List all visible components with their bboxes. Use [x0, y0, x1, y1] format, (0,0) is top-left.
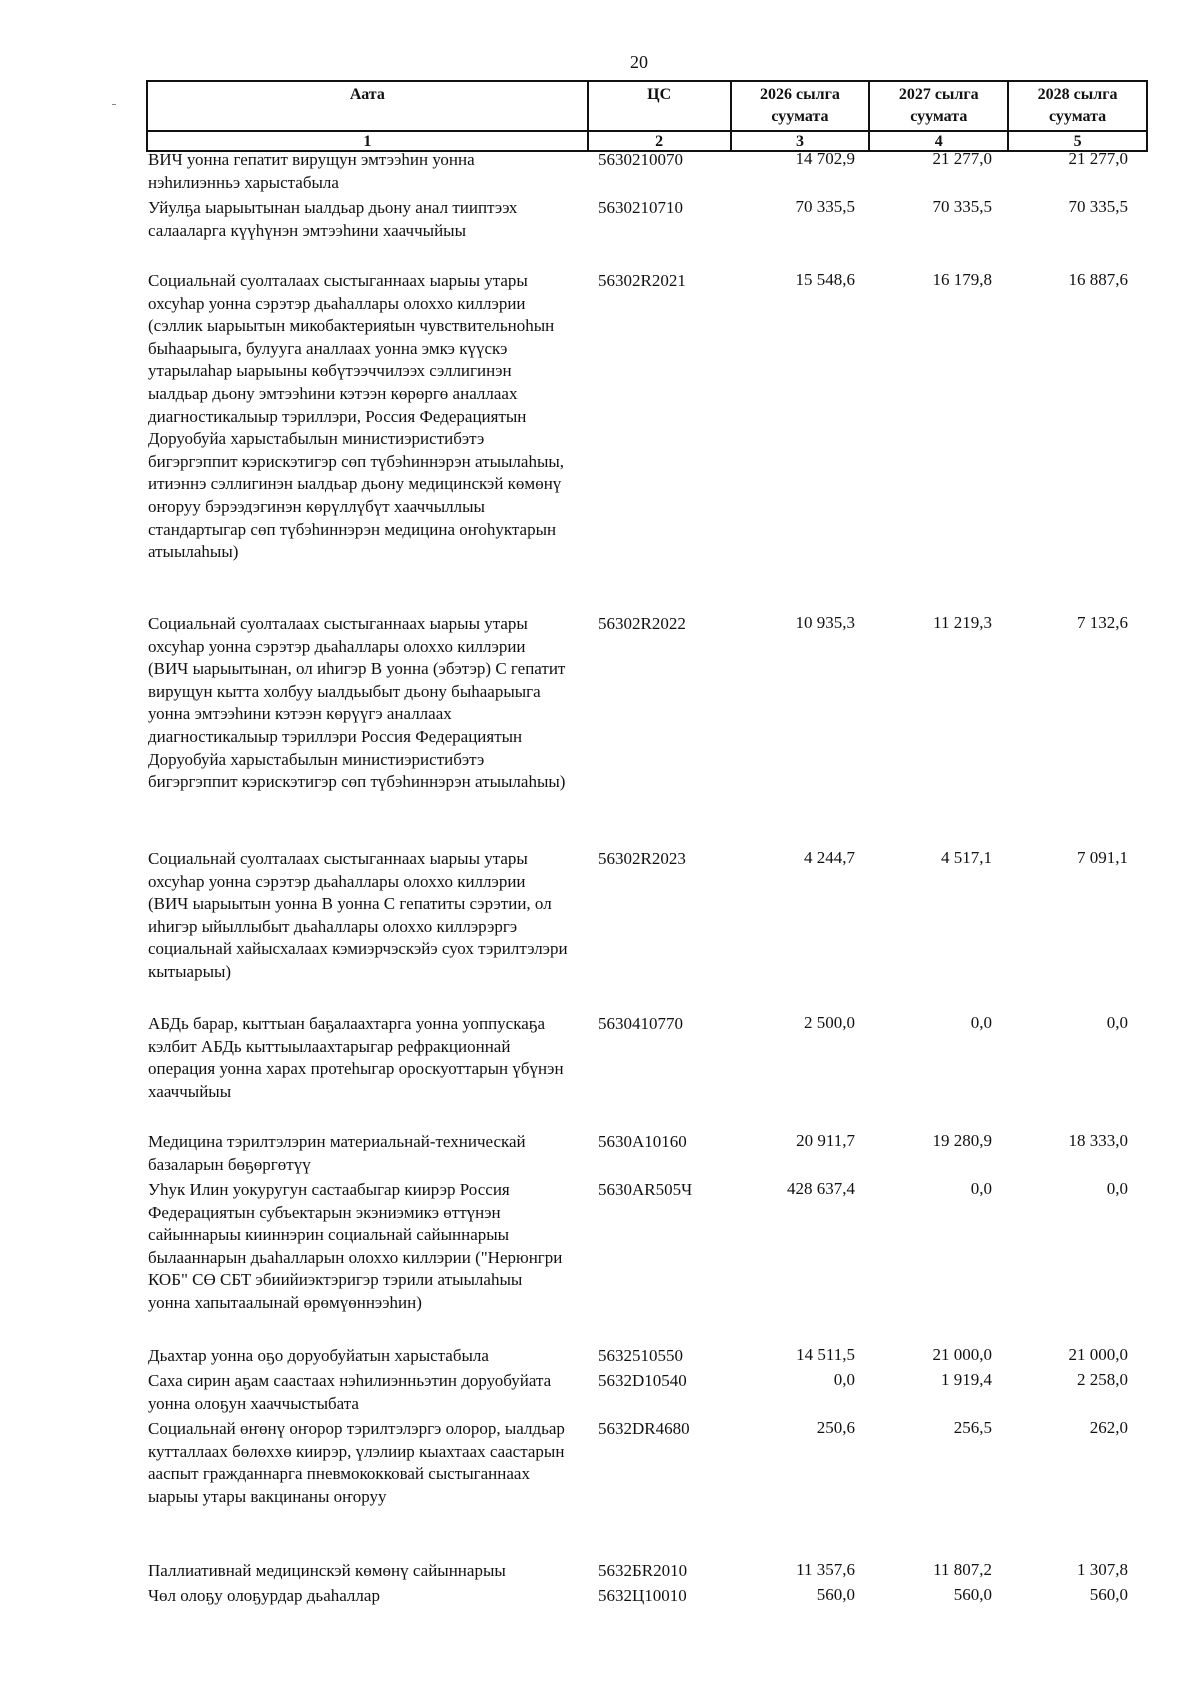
row-name: Социальнай суолталаах сыстыганнаах ыарыы утары охсуһар уонна сэрэтэр дьаһаллары олоххо киллэрии (ВИЧ ыарыытын уонна В уонна С гепатиты сэрэтии, ол иһигэр ыйыллыбыт дьаһаллары олоххо киллэрэргэ социальнай хайысхалаах кэмиэрчэскэйэ суох тэрилтэлэри кытыарыы)	[148, 849, 568, 981]
value-2028: 560,0	[1089, 1585, 1128, 1604]
value-2026: 2 500,0	[804, 1013, 855, 1032]
value-2028: 16 887,6	[1068, 270, 1128, 289]
row-code: 56302R2022	[598, 614, 686, 633]
row-name: Социальнай суолталаах сыстыганнаах ыарыы утары охсуһар уонна сэрэтэр дьаһаллары олоххо киллэрии (сэллик ыарыытын микобактерияtын чувствительноһын быһаарыыга, булууга аналлаах уонна эмкэ күүскэ утарылаһар ыарыыны көбүтээччилээх сэллигинэн ыалдьар дьону эмтээһини кэтээн көрөргө аналлаах диагностикалыыр тэриллэри, Россия Федерациятын Доруобуйа харыстабылын министиэристибэтэ бигэргэппит кэрискэтигэр сөп түбэһиннэрэн атыылаһыы, итиэннэ сэллигинэн ыалдьар дьону медицинскэй көмөнү оҥоруу бэрээдэгинэн көрүллүбүт хааччыллыы стандартыгар сөп түбэһиннэрэн медицина оҥоһуктарын атыылаһыы)	[148, 271, 565, 562]
row-code: 5630210710	[598, 198, 683, 217]
column-number: 3	[731, 131, 870, 151]
page-number: 20	[630, 52, 648, 72]
row-code: 5630А10160	[598, 1132, 687, 1151]
row-name: Уйулҕа ыарыытынан ыалдьар дьону анал тииптээх салааларга күүһүнэн эмтээһини хааччыйыы	[148, 198, 518, 240]
row-code: 5630210070	[598, 150, 683, 169]
value-2026: 11 357,6	[796, 1560, 855, 1579]
value-2028: 0,0	[1106, 1179, 1128, 1198]
value-2028: 70 335,5	[1068, 197, 1128, 216]
row-name: Паллиативнай медицинскэй көмөнү сайыннарыы	[148, 1561, 506, 1580]
value-2027: 560,0	[953, 1585, 992, 1604]
row-code: 5632БR2010	[598, 1561, 688, 1580]
value-2026: 14 702,9	[795, 149, 855, 168]
value-2027: 11 219,3	[933, 613, 992, 632]
value-2027: 19 280,9	[932, 1131, 992, 1150]
column-number: 5	[1008, 131, 1147, 151]
value-2028: 21 277,0	[1068, 149, 1128, 168]
value-2028: 262,0	[1089, 1418, 1128, 1437]
row-name: Чөл олоҕу олоҕурдар дьаһаллар	[148, 1586, 380, 1605]
value-2026: 428 637,4	[787, 1179, 855, 1198]
row-code: 56302R2023	[598, 849, 686, 868]
column-header-code: ЦС	[588, 81, 731, 131]
column-header-2028: 2028 сылга суумата	[1008, 81, 1147, 131]
row-name: Медицина тэрилтэлэрин материальнай-техническай базаларын бөҕөргөтүү	[148, 1132, 526, 1174]
value-2028: 18 333,0	[1068, 1131, 1128, 1150]
value-2026: 10 935,3	[795, 613, 855, 632]
value-2026: 0,0	[833, 1370, 855, 1389]
value-2027: 21 000,0	[932, 1345, 992, 1364]
column-number: 2	[588, 131, 731, 151]
value-2027: 70 335,5	[932, 197, 992, 216]
row-name: Уһук Илин уокуругун састаабыгар киирэр Россия Федерациятын субъектарын экэниэмикэ өттүнэн сайыннарыы кииннэрин социальнай сайыннарыы былааннарын дьаһалларын олоххо киллэрии ("Нерюнгри КОБ" СӨ СБТ эбиийиэктэригэр тэрили атыылаһыы уонна хапытаалынай өрөмүөннээһин)	[148, 1180, 563, 1312]
value-2026: 14 511,5	[796, 1345, 855, 1364]
value-2028: 21 000,0	[1068, 1345, 1128, 1364]
scan-speck	[112, 104, 116, 105]
value-2027: 0,0	[970, 1013, 992, 1032]
value-2027: 11 807,2	[933, 1560, 992, 1579]
row-name: Дьахтар уонна оҕо доруобуйатын харыстабыла	[148, 1346, 489, 1365]
value-2027: 0,0	[970, 1179, 992, 1198]
row-code: 5632Ц10010	[598, 1586, 687, 1605]
value-2028: 7 132,6	[1077, 613, 1128, 632]
column-header-name: Аата	[147, 81, 588, 131]
value-2026: 560,0	[816, 1585, 855, 1604]
row-code: 5630AR505Ч	[598, 1180, 693, 1199]
value-2028: 1 307,8	[1077, 1560, 1128, 1579]
row-code: 5632510550	[598, 1346, 683, 1365]
table-header	[146, 80, 1148, 152]
row-code: 5632D10540	[598, 1371, 687, 1390]
value-2026: 250,6	[816, 1418, 855, 1437]
row-name: Саха сирин аҕам саастаах нэһилиэнньэтин доруобуйата уонна олоҕун хааччыстыбата	[148, 1371, 552, 1413]
value-2026: 20 911,7	[796, 1131, 855, 1150]
value-2027: 16 179,8	[932, 270, 992, 289]
row-code: 5630410770	[598, 1014, 683, 1033]
column-header-2027: 2027 сылга суумата	[869, 81, 1008, 131]
row-code: 56302R2021	[598, 271, 686, 290]
value-2028: 2 258,0	[1077, 1370, 1128, 1389]
value-2026: 70 335,5	[795, 197, 855, 216]
value-2028: 7 091,1	[1077, 848, 1128, 867]
value-2028: 0,0	[1106, 1013, 1128, 1032]
row-name: Социальнай өҥөнү оҥорор тэрилтэлэргэ олорор, ыалдьар кутталлаах бөлөххө киирэр, үлэлиир кыахтаах саастарын ааспыт гражданнарга пневмококковай сыстыганнаах ыарыы утары вакцинаны оҥоруу	[148, 1419, 565, 1506]
row-name: Социальнай суолталаах сыстыганнаах ыарыы утары охсуһар уонна сэрэтэр дьаһаллары олоххо киллэрии (ВИЧ ыарыытынан, ол иһигэр В уонна (эбэтэр) С гепатит вирущун кытта холбуу ыалдьыбыт дьону быһаарыыга уонна эмтээһини кэтээн көрүүгэ аналлаах диагностикалыыр тэриллэри Россия Федерациятын Доруобуйа харыстабылын министиэристибэтэ бигэргэппит кэрискэтигэр сөп түбэһиннэрэн атыылаһыы)	[148, 614, 566, 792]
row-code: 5632DR4680	[598, 1419, 690, 1438]
value-2027: 256,5	[953, 1418, 992, 1437]
value-2027: 4 517,1	[941, 848, 992, 867]
value-2027: 1 919,4	[941, 1370, 992, 1389]
column-header-2026: 2026 сылга суумата	[731, 81, 870, 131]
row-name: АБДь барар, кыттыан баҕалаахтарга уонна уоппускаҕа кэлбит АБДь кыттыылаахтарыгар рефракционнай операция уонна харах протеһыгар ороскуоттарын үбүнэн хааччыйыы	[148, 1014, 564, 1101]
column-number: 1	[147, 131, 588, 151]
value-2027: 21 277,0	[932, 149, 992, 168]
value-2026: 4 244,7	[804, 848, 855, 867]
row-name: ВИЧ уонна гепатит вирущун эмтээһин уонна нэһилиэнньэ харыстабыла	[148, 150, 475, 192]
value-2026: 15 548,6	[795, 270, 855, 289]
column-number: 4	[869, 131, 1008, 151]
